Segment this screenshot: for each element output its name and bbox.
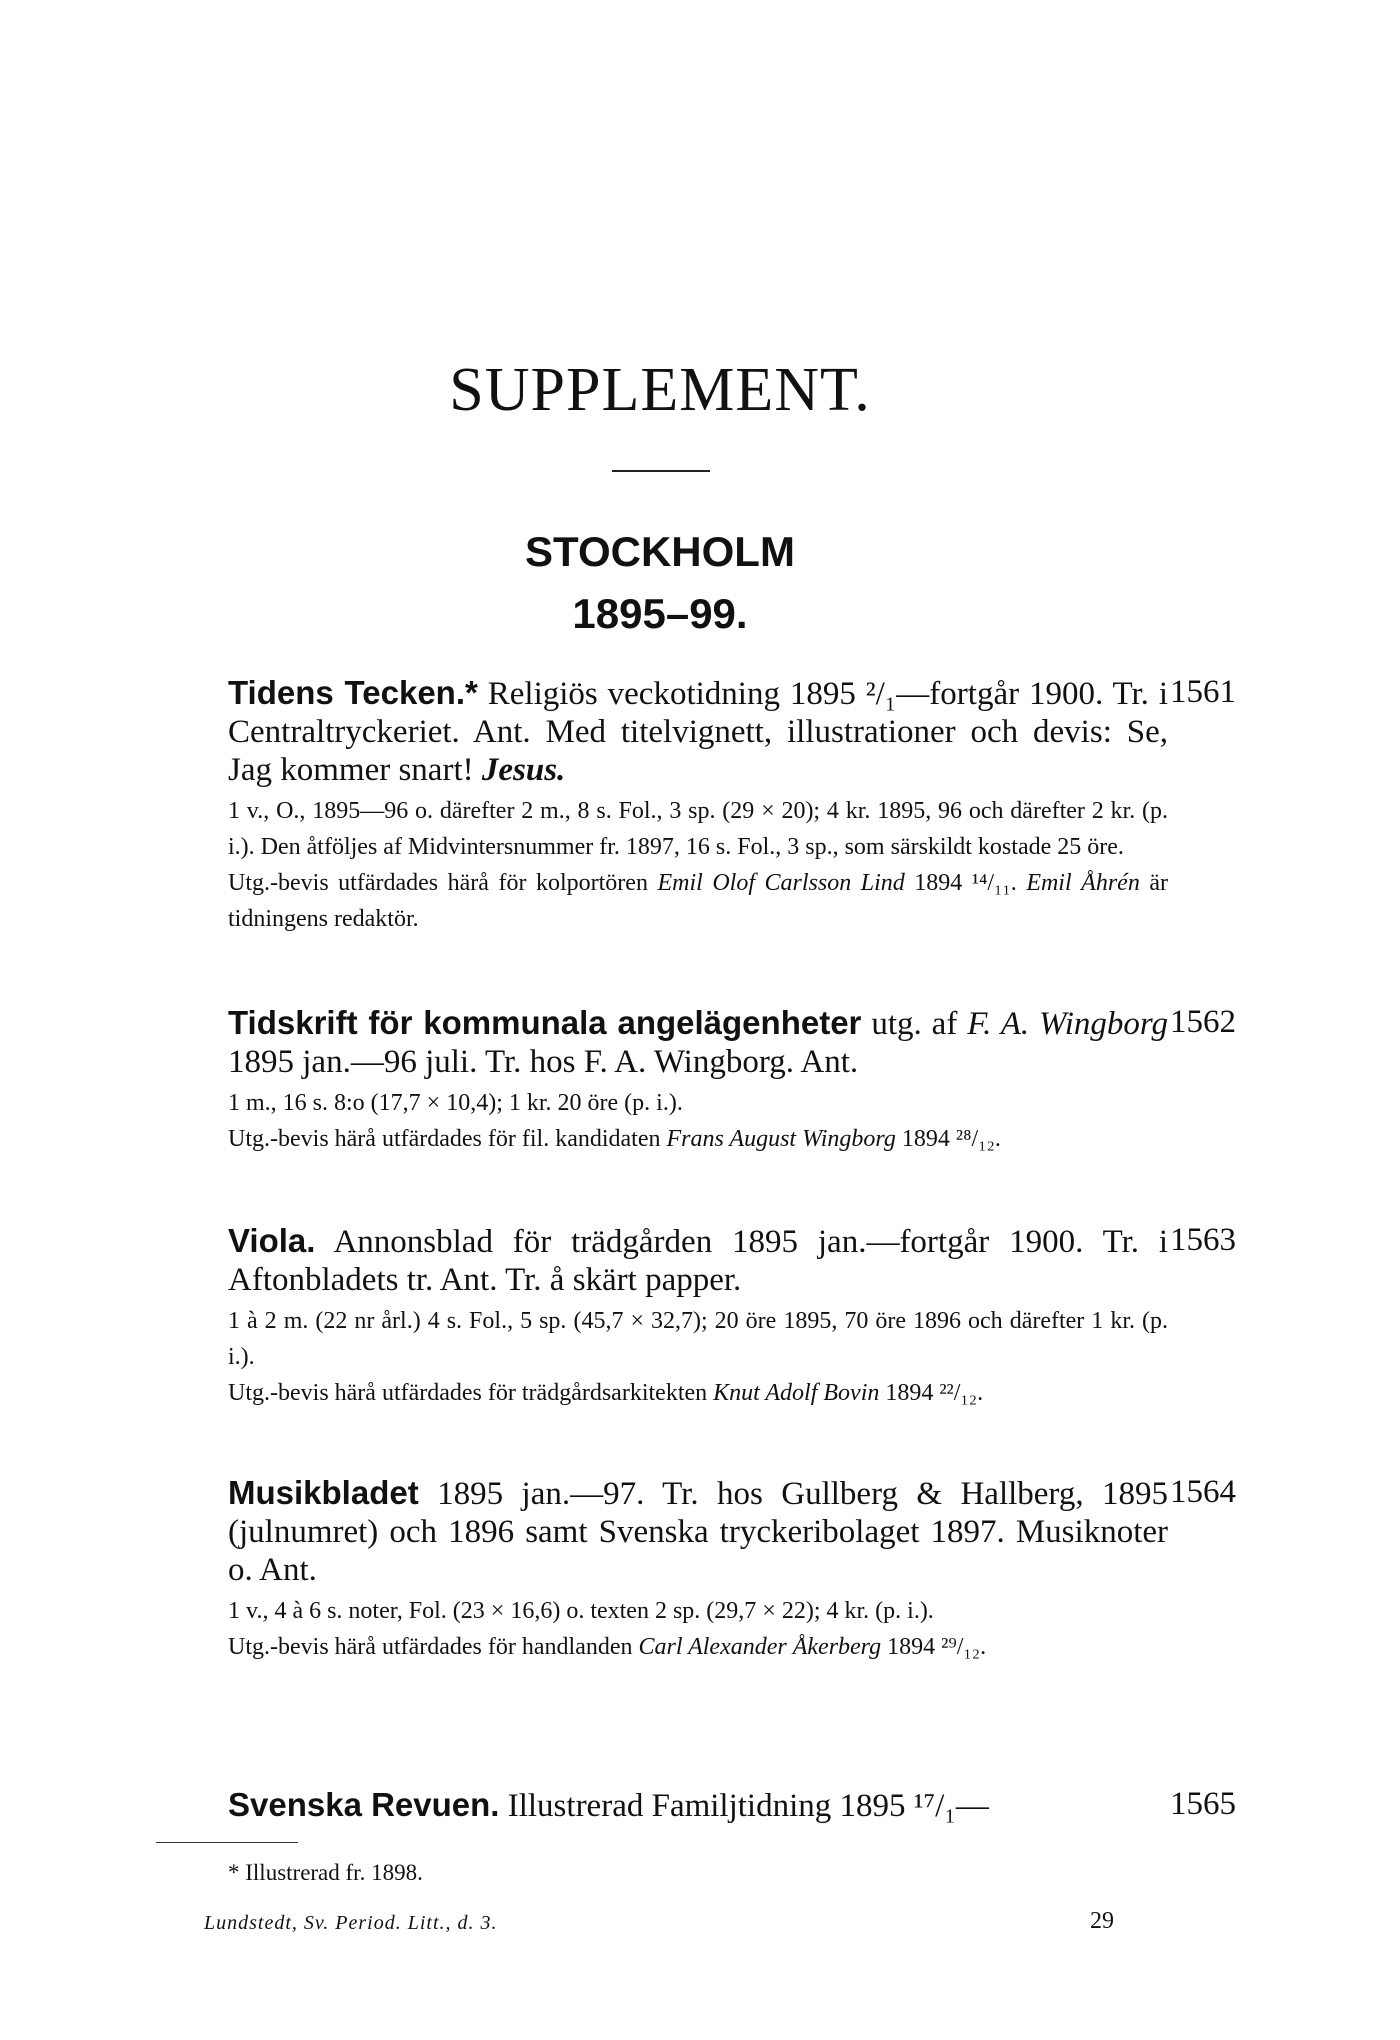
editor-name: Emil Åhrén (1026, 870, 1140, 896)
entry-main (228, 1004, 1168, 1081)
page-number: 29 (1090, 1908, 1114, 1934)
license-text: Utg.-bevis härå utfärdades för handlanden (228, 1634, 639, 1660)
entry-motto: Jesus. (481, 752, 566, 788)
entry-title: Musikbladet (228, 1474, 419, 1511)
entry-editor: F. A. Wingborg (967, 1006, 1169, 1042)
entry-number: 1565 (1170, 1786, 1236, 1822)
entry-1561 (228, 674, 1168, 937)
license-text: Utg.-bevis härå utfärdades för trädgårdsarkitekten (228, 1380, 714, 1406)
section-years: 1895–99. (572, 590, 748, 637)
entry-1563 (228, 1222, 1168, 1411)
entry-license (228, 1375, 1168, 1411)
footer-source: Lundstedt, Sv. Period. Litt., d. 3. (204, 1912, 498, 1934)
entry-number: 1562 (1170, 1004, 1236, 1040)
entry-1562 (228, 1004, 1168, 1157)
entry-details: 1 v., 4 à 6 s. noter, Fol. (23 × 16,6) o. texten 2 sp. (29,7 × 22); 4 kr. (p. i.). (228, 1598, 934, 1624)
entry-details: 1 m., 16 s. 8:o (17,7 × 10,4); 1 kr. 20 öre (p. i.). (228, 1090, 683, 1116)
entry-main (228, 674, 1168, 789)
license-text: Utg.-bevis härå utfärdades för fil. kandidaten (228, 1126, 667, 1152)
entry-main (228, 1222, 1168, 1299)
section-city: STOCKHOLM (525, 528, 795, 575)
entry-license (228, 1121, 1168, 1157)
entry-text: Illustrerad Familjtidning 1895 ¹⁷/₁— (499, 1788, 989, 1824)
entry-text-2: 1895 jan.—96 juli. Tr. hos F. A. Wingborg. Ant. (228, 1044, 859, 1080)
entry-text: Annonsblad för trädgården 1895 jan.—fortgår 1900. Tr. i Aftonbladets tr. Ant. Tr. å skärt papper. (228, 1224, 1168, 1298)
entry-details: 1 à 2 m. (22 nr årl.) 4 s. Fol., 5 sp. (45,7 × 32,7); 20 öre 1895, 70 öre 1896 och därefter 1 kr. (p. i.). (228, 1308, 1168, 1370)
entry-details: 1 v., O., 1895—96 o. därefter 2 m., 8 s. Fol., 3 sp. (29 × 20); 4 kr. 1895, 96 och därefter 2 kr. (p. i.). Den åtföljes af Midvintersnummer fr. 1897, 16 s. Fol., 3 sp., som särskildt kostade 25 öre. (228, 798, 1168, 860)
license-holder: Knut Adolf Bovin (713, 1380, 880, 1406)
entry-text: Religiös veckotidning 1895 ²/₁—fortgår 1900. Tr. i Centraltryckeriet. Ant. Med titelvignett, illustrationer och devis: Se, Jag kommer snart! (228, 676, 1168, 788)
license-holder: Emil Olof Carlsson Lind (657, 870, 905, 896)
entry-1565 (228, 1786, 1168, 1825)
license-date: 1894 ²²/₁₂. (879, 1380, 984, 1406)
entry-main (228, 1786, 1168, 1825)
editor-text: är tidningens redaktör. (228, 870, 1168, 932)
entry-license (228, 1629, 1168, 1665)
license-date: 1894 ¹⁴/₁₁. (904, 870, 1027, 896)
title-rule (612, 470, 710, 472)
entry-title: Tidens Tecken.* (228, 674, 478, 711)
entry-license (228, 865, 1168, 937)
entry-text: 1895 jan.—97. Tr. hos Gullberg & Hallberg, 1895 (julnumret) och 1896 samt Svenska tryckeribolaget 1897. Musiknoter o. Ant. (228, 1476, 1168, 1588)
entry-1564 (228, 1474, 1168, 1665)
footnote: * Illustrerad fr. 1898. (228, 1860, 423, 1885)
entry-main (228, 1474, 1168, 1589)
license-date: 1894 ²⁹/₁₂. (881, 1634, 987, 1660)
license-text: Utg.-bevis utfärdades härå för kolportören (228, 870, 658, 896)
entry-title: Tidskrift för kommunala angelägenheter (228, 1004, 862, 1041)
entry-title: Viola. (228, 1222, 316, 1259)
license-holder: Frans August Wingborg (666, 1126, 896, 1152)
entry-number: 1564 (1170, 1474, 1236, 1510)
license-holder: Carl Alexander Åkerberg (638, 1634, 882, 1660)
entry-number: 1563 (1170, 1222, 1236, 1258)
entry-text: utg. af (861, 1006, 968, 1042)
entry-number: 1561 (1170, 674, 1236, 710)
page-title: SUPPLEMENT. (449, 356, 871, 424)
entry-title: Svenska Revuen. (228, 1786, 500, 1823)
license-date: 1894 ²⁸/₁₂. (895, 1126, 1001, 1152)
footnote-rule (156, 1842, 298, 1843)
